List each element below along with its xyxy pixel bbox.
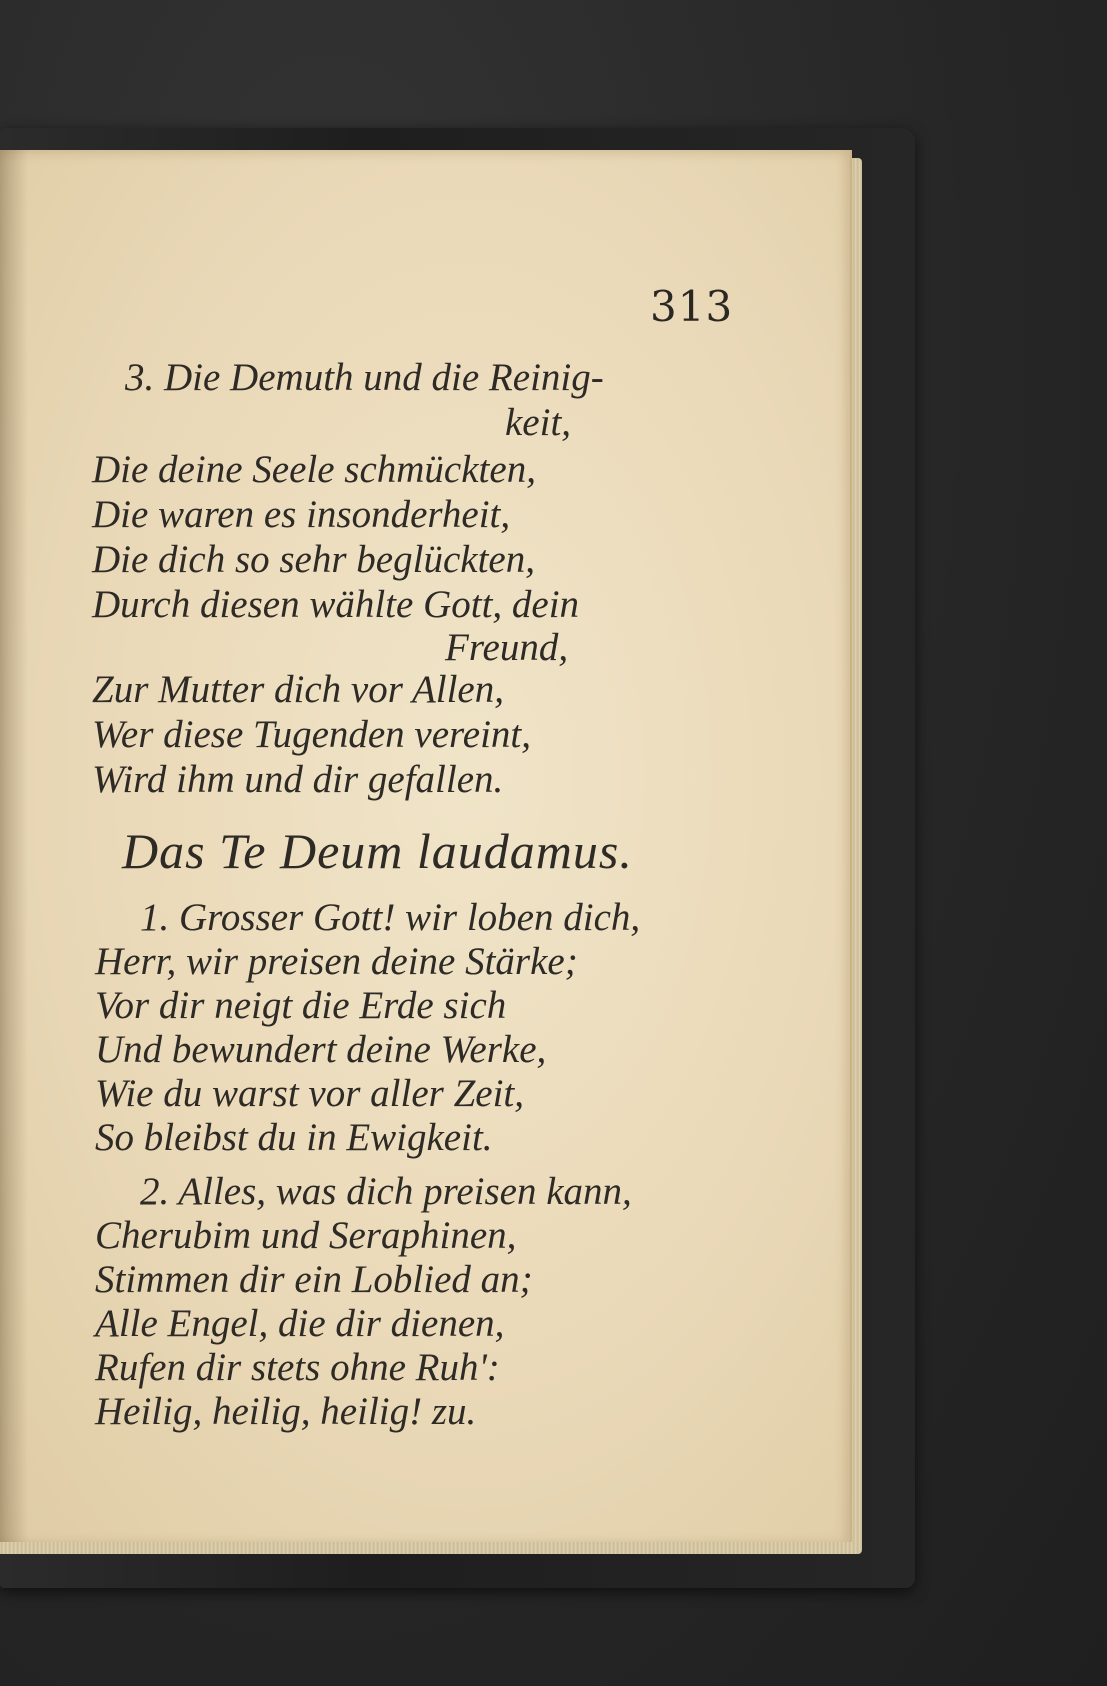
stanza2-line: Heilig, heilig, heilig! zu. <box>95 1390 477 1433</box>
stanza1-line: Vor dir neigt die Erde sich <box>95 984 507 1027</box>
stanza3-line: Freund, <box>445 626 569 669</box>
stanza2-line: Cherubim und Seraphinen, <box>95 1214 517 1257</box>
page-gutter <box>0 150 28 1542</box>
stanza2-line: Stimmen dir ein Loblied an; <box>95 1258 533 1301</box>
stanza3-line: Wird ihm und dir gefallen. <box>92 758 504 801</box>
stanza3-line: keit, <box>505 401 572 444</box>
hymn-title: Das Te Deum laudamus. <box>122 823 633 879</box>
stanza1-line: 1. Grosser Gott! wir loben dich, <box>140 896 641 939</box>
stanza3-line: Die waren es insonderheit, <box>92 493 511 536</box>
stanza2-line: 2. Alles, was dich preisen kann, <box>140 1170 632 1213</box>
stanza3-line: 3. Die Demuth und die Reinig- <box>125 356 604 399</box>
stanza1-line: So bleibst du in Ewigkeit. <box>95 1116 493 1159</box>
stanza3-line: Wer diese Tugenden vereint, <box>92 713 532 756</box>
stanza1-line: Herr, wir preisen deine Stärke; <box>95 940 578 983</box>
stanza3-line: Die dich so sehr beglückten, <box>92 538 535 581</box>
stanza3-line: Durch diesen wählte Gott, dein <box>92 583 580 626</box>
page-number: 313 <box>650 282 734 331</box>
stanza1-line: Und bewundert deine Werke, <box>95 1028 547 1071</box>
stanza3-line: Zur Mutter dich vor Allen, <box>92 668 504 711</box>
stanza2-line: Alle Engel, die dir dienen, <box>95 1302 505 1345</box>
stanza2-line: Rufen dir stets ohne Ruh': <box>95 1346 500 1389</box>
stanza3-line: Die deine Seele schmückten, <box>92 448 536 491</box>
stanza1-line: Wie du warst vor aller Zeit, <box>95 1072 524 1115</box>
